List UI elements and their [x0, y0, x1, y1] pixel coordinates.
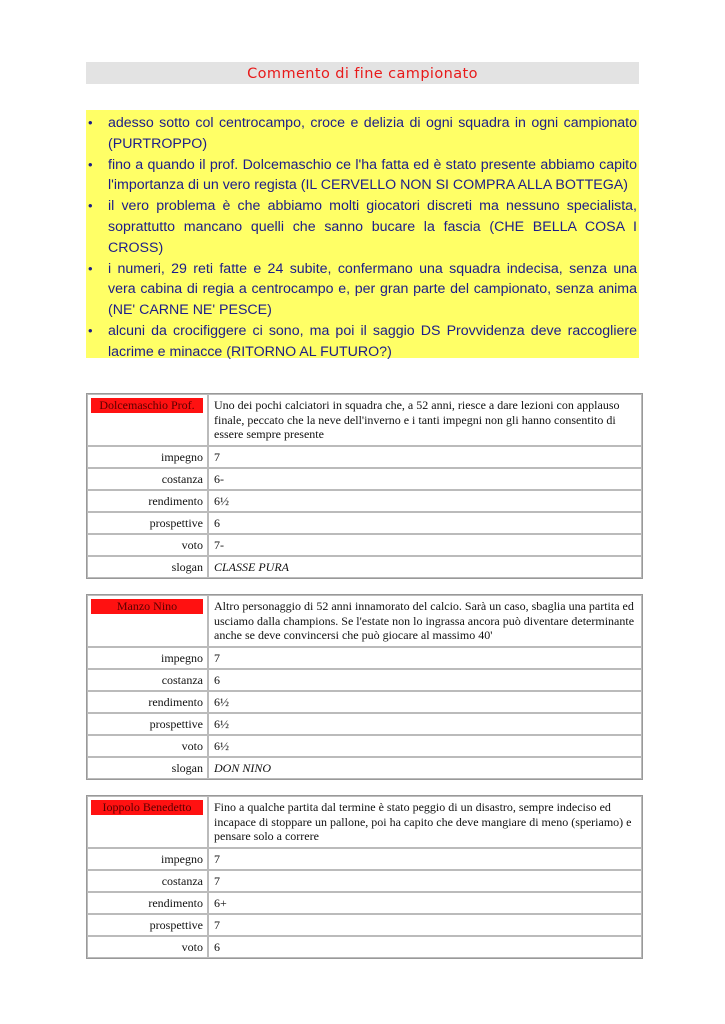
bullet-icon: •: [88, 156, 93, 172]
rating-row-impegno: [87, 848, 642, 870]
rating-label: rendimento: [87, 490, 208, 512]
rating-label: voto: [87, 735, 208, 757]
player-name-cell: [87, 394, 208, 446]
rating-row-rendimento: [87, 691, 642, 713]
player-description: Uno dei pochi calciatori in squadra che, a 52 anni, riesce a dare lezioni con applauso finale, peccato che la neve dell'inverno e i tanti impegni non gli hanno consentito di essere sempre presente: [208, 394, 642, 446]
rating-label: impegno: [87, 647, 208, 669]
rating-row-voto: [87, 735, 642, 757]
comment-item: [88, 196, 639, 258]
rating-value: 6-: [208, 468, 642, 490]
comment-text: alcuni da crocifiggere ci sono, ma poi il saggio DS Provvidenza deve raccogliere lacrime e minacce (RITORNO AL FUTURO?): [108, 322, 637, 360]
rating-label: prospettive: [87, 512, 208, 534]
comment-list: [86, 113, 639, 363]
player-name: Ioppolo Benedetto: [91, 800, 203, 815]
player-slogan: CLASSE PURA: [208, 556, 642, 578]
player-name: Dolcemaschio Prof.: [91, 398, 203, 413]
comment-item: [88, 321, 639, 363]
rating-value: 7: [208, 446, 642, 468]
rating-label: costanza: [87, 870, 208, 892]
rating-label: prospettive: [87, 713, 208, 735]
rating-label: rendimento: [87, 691, 208, 713]
rating-label: impegno: [87, 446, 208, 468]
player-header-row: [87, 394, 642, 446]
rating-value: 6½: [208, 735, 642, 757]
comment-item: [88, 113, 639, 155]
bullet-icon: •: [88, 115, 93, 130]
rating-label: slogan: [87, 757, 208, 779]
rating-row-rendimento: [87, 490, 642, 512]
page-title: Commento di fine campionato: [86, 62, 639, 84]
rating-row-rendimento: [87, 892, 642, 914]
rating-row-costanza: [87, 870, 642, 892]
rating-row-prospettive: [87, 512, 642, 534]
rating-row-voto: [87, 534, 642, 556]
season-comment-box: [86, 110, 639, 358]
rating-row-prospettive: [87, 914, 642, 936]
player-header-row: [87, 595, 642, 647]
comment-text: il vero problema è che abbiamo molti giocatori discreti ma nessuno specialista, soprattutto mancano quelli che sanno bucare la fascia (CHE BELLA COSA I CROSS): [108, 198, 637, 256]
rating-label: costanza: [87, 468, 208, 490]
player-description: Altro personaggio di 52 anni innamorato del calcio. Sarà un caso, sbaglia una partita ed usciamo dalla champions. Se l'estate non lo ingrassa ancora può diventare determinante anche se deve convincersi che può giocare al massimo 40': [208, 595, 642, 647]
player-description: Fino a qualche partita dal termine è stato peggio di un disastro, sempre indeciso ed incapace di stoppare un pallone, poi ha capito che deve mangiare di meno (speriamo) e pensare solo a correre: [208, 796, 642, 848]
bullet-icon: •: [88, 260, 93, 276]
rating-value: 7: [208, 848, 642, 870]
comment-text: adesso sotto col centrocampo, croce e delizia di ogni squadra in ogni campionato (PURTROPPO): [108, 115, 637, 152]
player-card-dolcemaschio: [86, 393, 643, 579]
bullet-icon: •: [88, 322, 93, 338]
player-name-cell: [87, 595, 208, 647]
comment-text: fino a quando il prof. Dolcemaschio ce l'ha fatta ed è stato presente abbiamo capito l'importanza di un vero regista (IL CERVELLO NON SI COMPRA ALLA BOTTEGA): [108, 156, 637, 194]
player-name-cell: [87, 796, 208, 848]
rating-label: voto: [87, 534, 208, 556]
rating-label: costanza: [87, 669, 208, 691]
rating-label: prospettive: [87, 914, 208, 936]
rating-value: 6½: [208, 490, 642, 512]
rating-row-costanza: [87, 468, 642, 490]
rating-value: 7: [208, 870, 642, 892]
rating-row-slogan: [87, 757, 642, 779]
rating-row-impegno: [87, 446, 642, 468]
player-card-manzo: [86, 594, 643, 780]
player-slogan: DON NINO: [208, 757, 642, 779]
rating-value: 6½: [208, 713, 642, 735]
comment-item: [88, 259, 639, 321]
rating-row-costanza: [87, 669, 642, 691]
rating-row-impegno: [87, 647, 642, 669]
rating-label: impegno: [87, 848, 208, 870]
bullet-icon: •: [88, 198, 93, 214]
rating-value: 7-: [208, 534, 642, 556]
rating-value: 6½: [208, 691, 642, 713]
player-header-row: [87, 796, 642, 848]
player-card-ioppolo: [86, 795, 643, 959]
comment-text: i numeri, 29 reti fatte e 24 subite, confermano una squadra indecisa, senza una vera cabina di regia a centrocampo e, per gran parte del campionato, senza anima (NE' CARNE NE' PESCE): [108, 260, 637, 319]
player-name: Manzo Nino: [91, 599, 203, 614]
rating-value: 7: [208, 647, 642, 669]
comment-item: [88, 155, 639, 197]
rating-row-prospettive: [87, 713, 642, 735]
rating-row-slogan: [87, 556, 642, 578]
rating-value: 6: [208, 936, 642, 958]
rating-row-voto: [87, 936, 642, 958]
rating-label: slogan: [87, 556, 208, 578]
rating-value: 6: [208, 512, 642, 534]
rating-value: 6: [208, 669, 642, 691]
rating-label: voto: [87, 936, 208, 958]
rating-label: rendimento: [87, 892, 208, 914]
rating-value: 7: [208, 914, 642, 936]
rating-value: 6+: [208, 892, 642, 914]
